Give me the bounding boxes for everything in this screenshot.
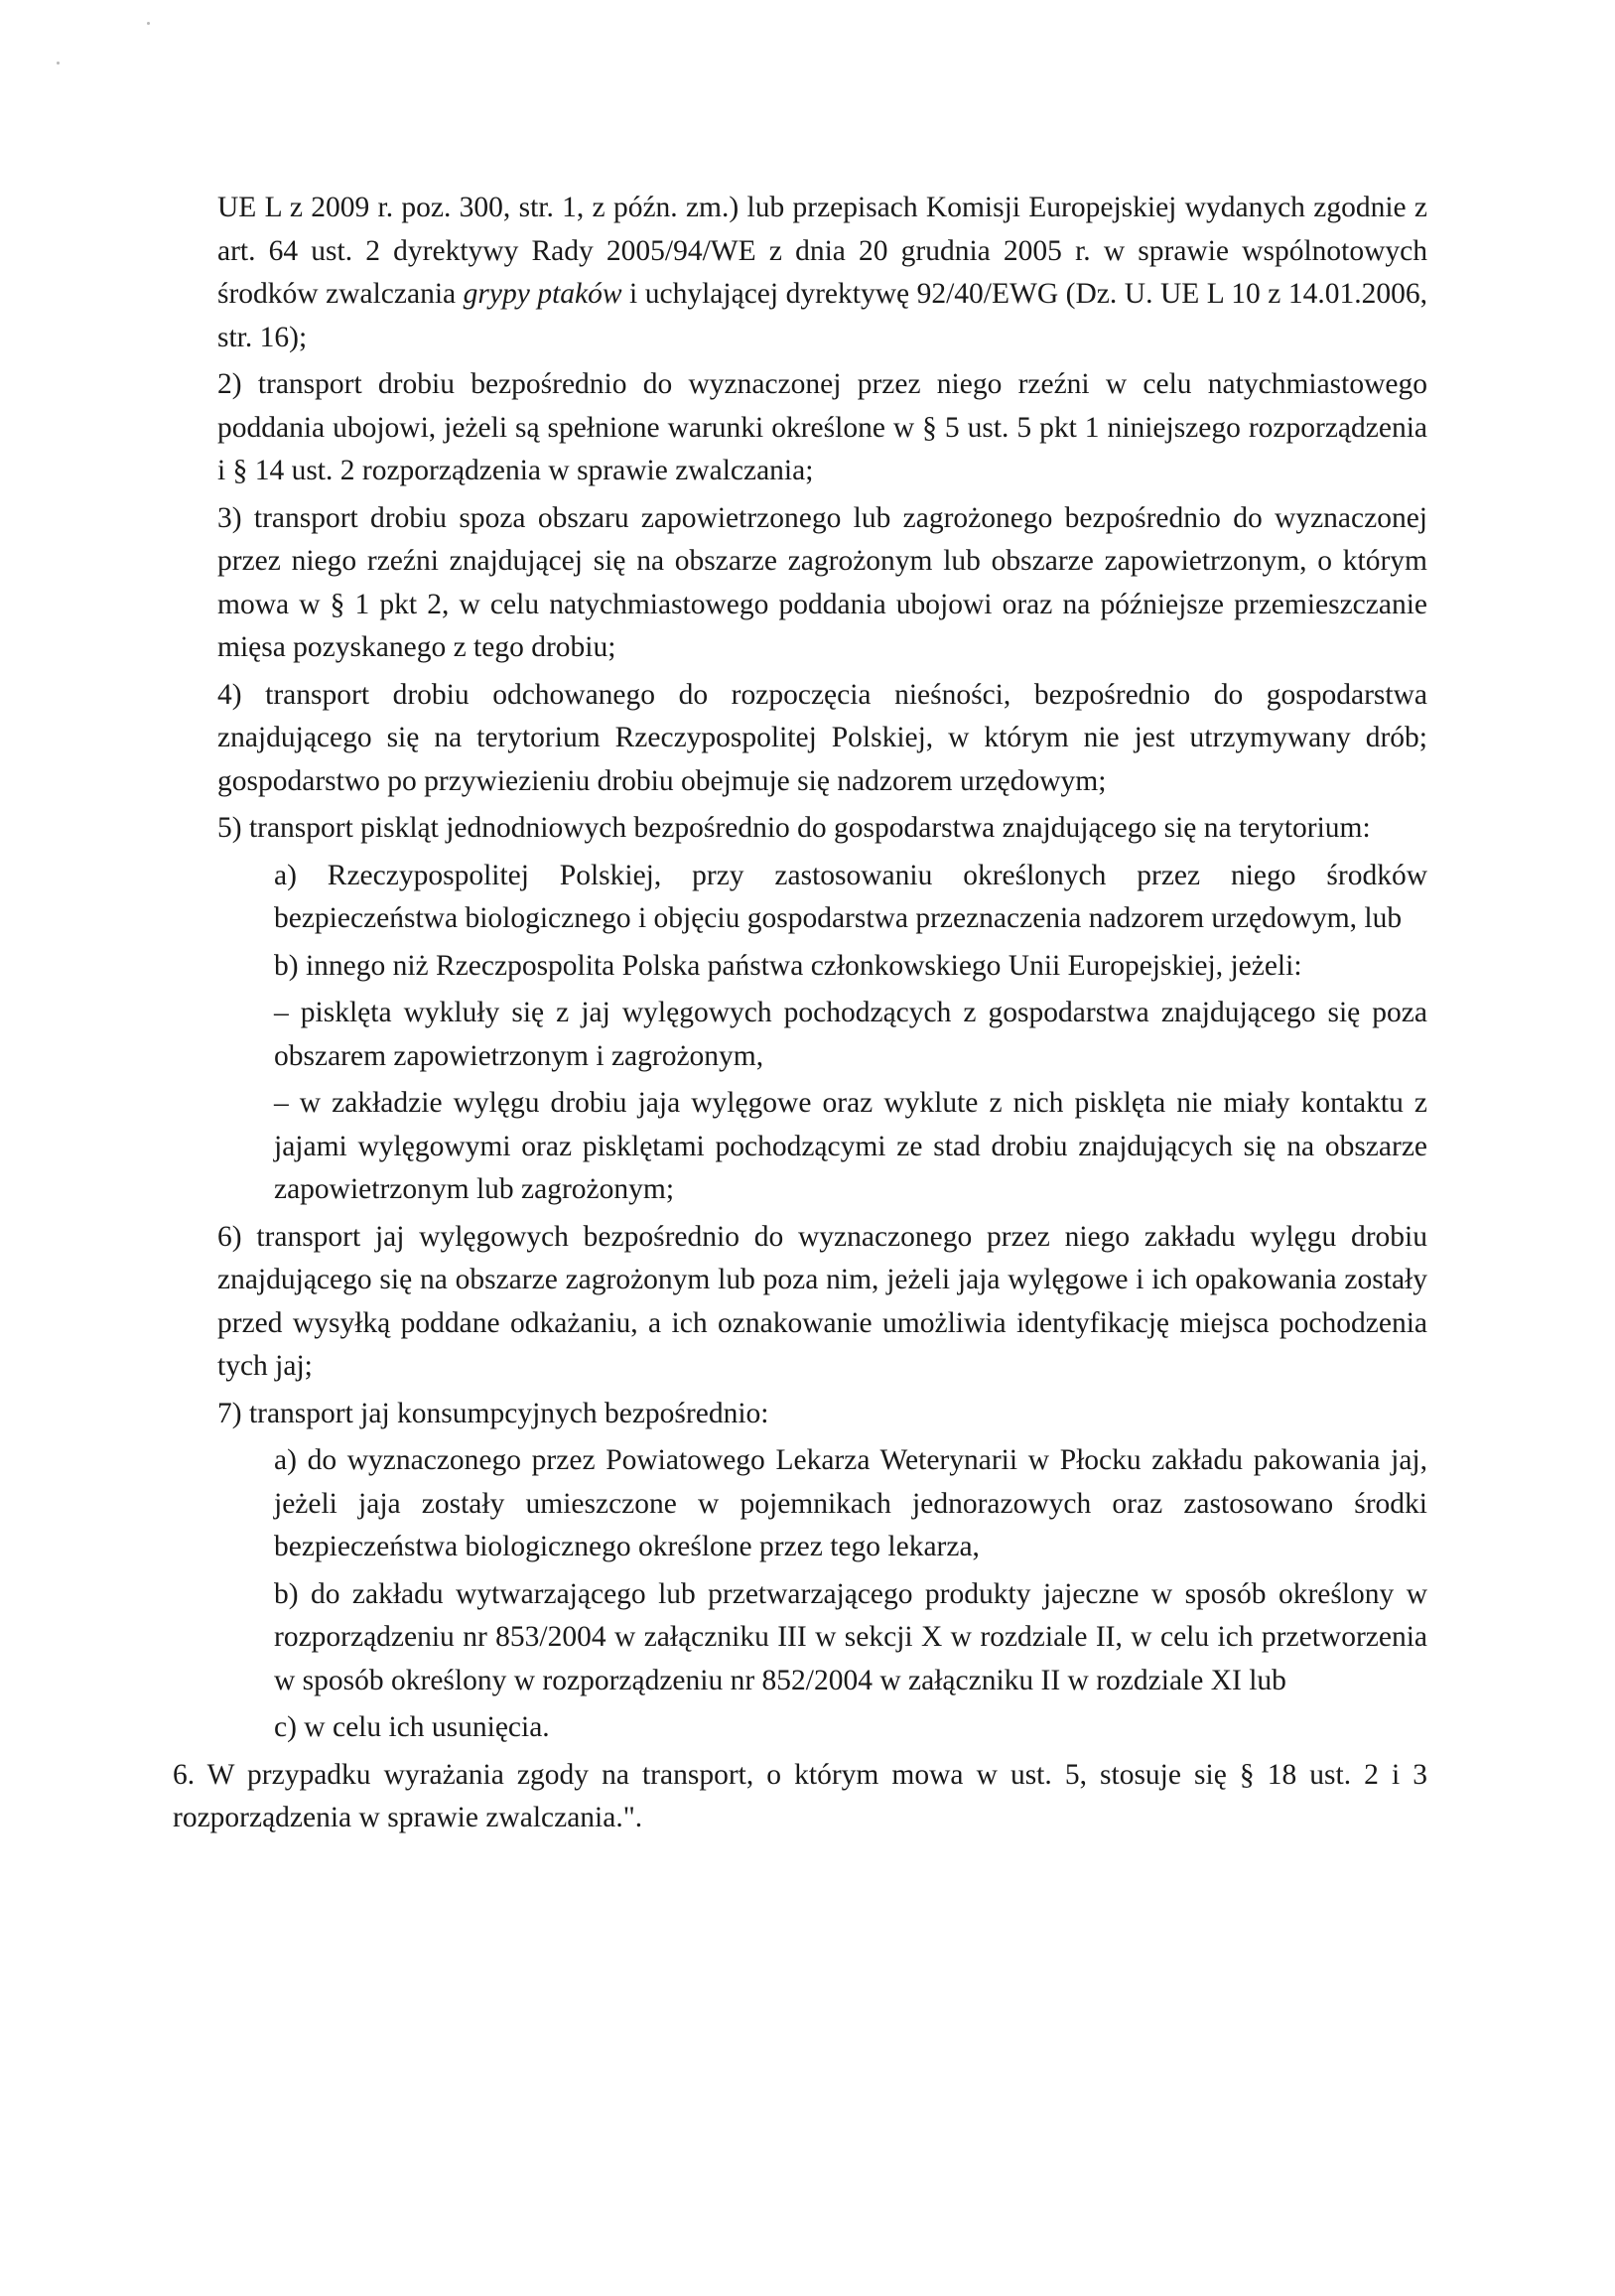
item-4 bbox=[217, 674, 1427, 804]
item-6 bbox=[217, 1216, 1427, 1389]
text-segment: 4) transport drobiu odchowanego do rozpoczęcia nieśności, bezpośrednio do gospodarstwa znajdującego się na terytorium Rzeczypospolitej Polskiej, w którym nie jest utrzymywany drób; gospodarstwo po przywiezieniu drobiu obejmuje się nadzorem urzędowym; bbox=[217, 678, 1427, 797]
text-segment: b) do zakładu wytwarzającego lub przetwarzającego produkty jajeczne w sposób określony w rozporządzeniu nr 853/2004 w załączniku III w sekcji X w rozdziale II, w celu ich przetworzenia w sposób określony w rozporządzeniu nr 852/2004 w załączniku II w rozdziale XI lub bbox=[274, 1577, 1427, 1696]
item-2 bbox=[217, 363, 1427, 493]
item-7b bbox=[274, 1573, 1427, 1703]
item-7c bbox=[274, 1706, 1427, 1750]
text-segment: 6) transport jaj wylęgowych bezpośrednio do wyznaczonego przez niego zakładu wylęgu drobiu znajdującego się na obszarze zagrożonym lub poza nim, jeżeli jaja wylęgowe i ich opakowania zostały przed wysyłką poddane odkażaniu, a ich oznakowanie umożliwia identyfikację miejsca pochodzenia tych jaj; bbox=[217, 1220, 1427, 1382]
item-5 bbox=[217, 807, 1427, 851]
text-segment: 3) transport drobiu spoza obszaru zapowietrzonego lub zagrożonego bezpośrednio do wyznaczonej przez niego rzeźni znajdującej się na obszarze zagrożonym lub obszarze zapowietrzonym, o którym mowa w § 1 pkt 2, w celu natychmiastowego poddania ubojowi oraz na późniejsze przemieszczanie mięsa pozyskanego z tego drobiu; bbox=[217, 501, 1427, 663]
text-segment: c) w celu ich usunięcia. bbox=[274, 1711, 550, 1743]
text-segment: i uchylającej dyrektywę 92/40/EWG (Dz. U. UE L 10 z 14.01.2006, str. 16); bbox=[217, 278, 1427, 353]
item-7 bbox=[217, 1393, 1427, 1436]
item-5b bbox=[274, 945, 1427, 989]
text-segment: 5) transport piskląt jednodniowych bezpośrednio do gospodarstwa znajdującego się na terytorium: bbox=[217, 812, 1371, 844]
item-5a bbox=[274, 855, 1427, 941]
paragraph-continuation bbox=[217, 187, 1427, 359]
item-7a bbox=[274, 1439, 1427, 1569]
section-6 bbox=[173, 1754, 1427, 1840]
text-segment: – pisklęta wykluły się z jaj wylęgowych pochodzących z gospodarstwa znajdującego się poza obszarem zapowietrzonym i zagrożonym, bbox=[274, 997, 1427, 1072]
text-segment: UE L z 2009 r. poz. 300, str. 1, z późn. zm.) lub przepisach Komisji Europejskiej wydanych zgodnie z art. 64 ust. 2 dyrektywy Rady 2005/94/WE z dnia 20 grudnia 2005 r. w sprawie wspólnotowych środków zwalczania bbox=[217, 192, 1427, 310]
text-segment: 6. W przypadku wyrażania zgody na transport, o którym mowa w ust. 5, stosuje się § 18 ust. 2 i 3 rozporządzenia w sprawie zwalczania.". bbox=[173, 1758, 1427, 1833]
text-segment: a) do wyznaczonego przez Powiatowego Lekarza Weterynarii w Płocku zakładu pakowania jaj, jeżeli jaja zostały umieszczone w pojemnikach jednorazowych oraz zastosowano środki bezpieczeństwa biologicznego określone przez tego lekarza, bbox=[274, 1444, 1427, 1562]
text-segment: 2) transport drobiu bezpośrednio do wyznaczonej przez niego rzeźni w celu natychmiastowego poddania ubojowi, jeżeli są spełnione warunki określone w § 5 ust. 5 pkt 1 niniejszego rozporządzenia i § 14 ust. 2 rozporządzenia w sprawie zwalczania; bbox=[217, 368, 1427, 486]
document-body bbox=[173, 187, 1427, 1844]
text-segment: – w zakładzie wylęgu drobiu jaja wylęgowe oraz wyklute z nich pisklęta nie miały kontaktu z jajami wylęgowymi oraz pisklętami pochodzącymi ze stad drobiu znajdujących się na obszarze zapowietrzonym lub zagrożonym; bbox=[274, 1087, 1427, 1205]
text-segment-italic: grypy ptaków bbox=[463, 278, 622, 310]
item-5b-dash-2 bbox=[274, 1082, 1427, 1212]
text-segment: b) innego niż Rzeczpospolita Polska państwa członkowskiego Unii Europejskiej, jeżeli: bbox=[274, 949, 1302, 982]
text-segment: 7) transport jaj konsumpcyjnych bezpośrednio: bbox=[217, 1397, 769, 1429]
item-3 bbox=[217, 497, 1427, 670]
item-5b-dash-1 bbox=[274, 992, 1427, 1078]
text-segment: a) Rzeczypospolitej Polskiej, przy zastosowaniu określonych przez niego środków bezpieczeństwa biologicznego i objęciu gospodarstwa przeznaczenia nadzorem urzędowym, lub bbox=[274, 859, 1427, 934]
